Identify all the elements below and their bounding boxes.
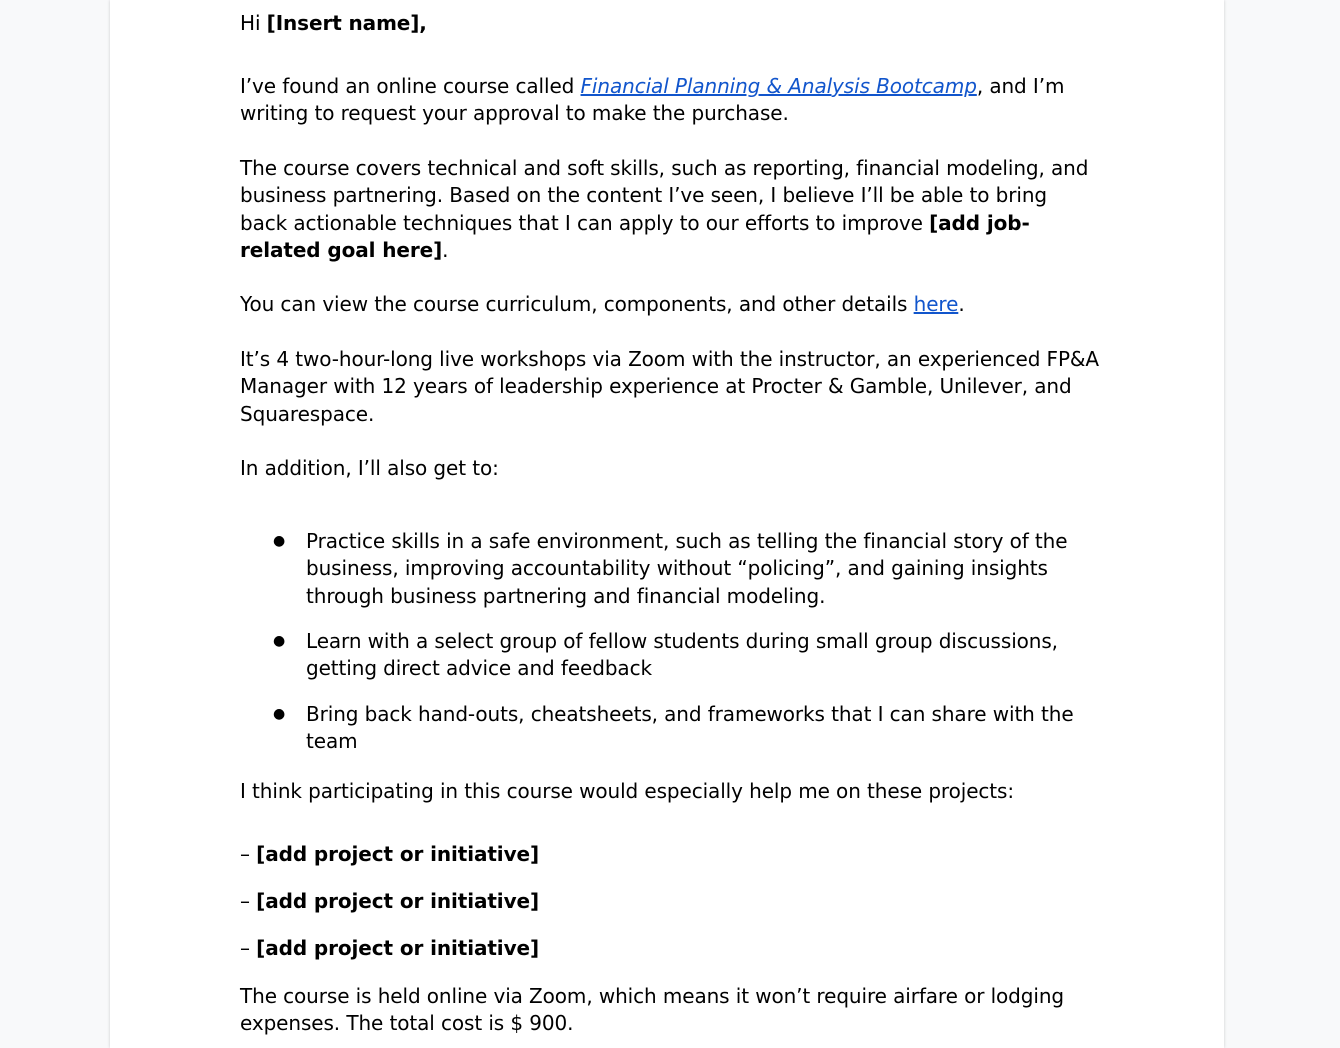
project-line: [240, 841, 1100, 868]
project-placeholder: [add project or initiative]: [256, 889, 540, 913]
cost-paragraph: The course is held online via Zoom, which means it won’t require airfare or lodging expenses. The total cost is $ 900.: [240, 984, 1064, 1036]
project-line: [240, 935, 1100, 962]
skills-period: .: [442, 237, 449, 262]
greeting-hi: Hi: [240, 11, 267, 35]
dash: –: [240, 889, 257, 913]
intro-text-end: , and I’m writing to request your approval to make the purchase.: [240, 74, 1065, 126]
course-link[interactable]: Financial Planning & Analysis Bootcamp: [580, 74, 977, 98]
curriculum-period: .: [958, 292, 965, 316]
name-placeholder: [Insert name],: [266, 11, 427, 35]
project-line: [240, 888, 1100, 915]
skills-text: The course covers technical and soft skills, such as reporting, financial modeling, and business partnering. Based on the content I’ve seen, I believe I’ll be able to bring back actionable techniques that I can apply to our efforts to improve: [240, 156, 1089, 235]
addition-paragraph: In addition, I’ll also get to:: [240, 456, 499, 480]
curriculum-text: You can view the course curriculum, components, and other details: [240, 292, 914, 316]
project-placeholder: [add project or initiative]: [256, 936, 540, 960]
goal-placeholder: [add job-related goal here]: [240, 210, 1030, 262]
list-item-text: Bring back hand-outs, cheatsheets, and frameworks that I can share with the team: [306, 702, 1074, 754]
intro-text: I’ve found an online course called: [240, 74, 581, 98]
projects-intro: I think participating in this course would especially help me on these projects:: [240, 779, 1015, 803]
skills-paragraph: [240, 155, 1100, 264]
intro-paragraph: [240, 73, 1100, 128]
curriculum-paragraph: [240, 291, 1100, 318]
curriculum-link[interactable]: here: [913, 292, 959, 316]
bullet-glyph: ●: [273, 706, 286, 722]
dash: –: [240, 936, 257, 960]
list-item-text: Practice skills in a safe environment, such as telling the financial story of the business, improving accountability without “policing”, and gaining insights through business partnering and financial modeling.: [306, 529, 1068, 608]
greeting: [240, 10, 1100, 37]
bullet-glyph: ●: [273, 533, 286, 549]
workshops-paragraph: It’s 4 two-hour-long live workshops via Zoom with the instructor, an experienced FP&A Manager with 12 years of leadership experience at Procter & Gamble, Unilever, and Squarespace.: [240, 347, 1099, 426]
list-item-text: Learn with a select group of fellow students during small group discussions, getting direct advice and feedback: [306, 629, 1058, 681]
bullet-glyph: ●: [273, 633, 286, 649]
document-page: [110, 0, 1224, 1048]
dash: –: [240, 842, 257, 866]
project-placeholder: [add project or initiative]: [256, 842, 540, 866]
